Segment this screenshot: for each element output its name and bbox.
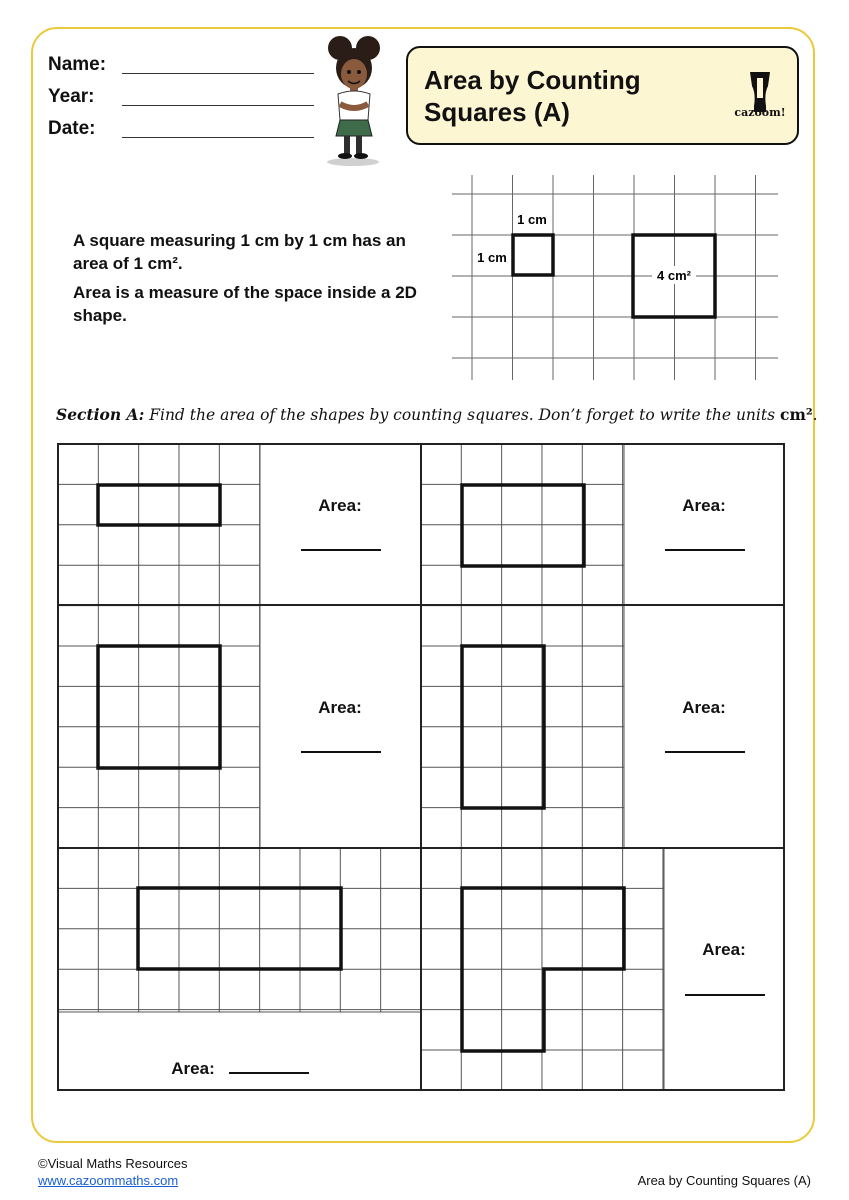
answer-line-q6[interactable] [685, 994, 765, 996]
area-label-q4: Area: [682, 698, 726, 717]
intro-paragraph-2: Area is a measure of the space inside a 2D shape. [73, 283, 417, 325]
intro-paragraph-1: A square measuring 1 cm by 1 cm has an area of 1 cm². [73, 231, 406, 273]
area-label-q3: Area: [318, 698, 362, 717]
date-label: Date: [48, 118, 96, 139]
footer-title: Area by Counting Squares (A) [637, 1173, 811, 1188]
unit-height-label: 1 cm [477, 250, 507, 265]
name-label: Name: [48, 54, 107, 75]
area-label-q1: Area: [318, 496, 362, 515]
area-label-q5: Area: [171, 1059, 215, 1078]
section-instruction: Find the area of the shapes by counting squares. Don’t forget to write the units [149, 406, 776, 424]
worksheet-title: Area by Counting Squares (A) [424, 65, 641, 127]
section-label: Section A: [56, 405, 145, 424]
unit-width-label: 1 cm [517, 212, 547, 227]
section-end: . [812, 406, 818, 424]
area-label-q2: Area: [682, 496, 726, 515]
answer-line-q5[interactable] [229, 1072, 309, 1074]
area-label-q6: Area: [702, 940, 746, 959]
answer-line-q2[interactable] [665, 549, 745, 551]
logo-wordmark: cazoom! [734, 106, 786, 119]
four-cm-label: 4 cm² [657, 268, 691, 283]
answer-line-q3[interactable] [301, 751, 381, 753]
copyright-text: ©Visual Maths Resources [38, 1156, 188, 1171]
shape-q1 [98, 485, 220, 525]
shape-q3 [98, 646, 220, 768]
section-units: cm² [780, 405, 813, 424]
answer-line-q4[interactable] [665, 751, 745, 753]
answer-line-q1[interactable] [301, 549, 381, 551]
year-label: Year: [48, 86, 95, 107]
shape-q2 [462, 485, 584, 566]
website-link[interactable]: www.cazoommaths.com [38, 1173, 179, 1188]
